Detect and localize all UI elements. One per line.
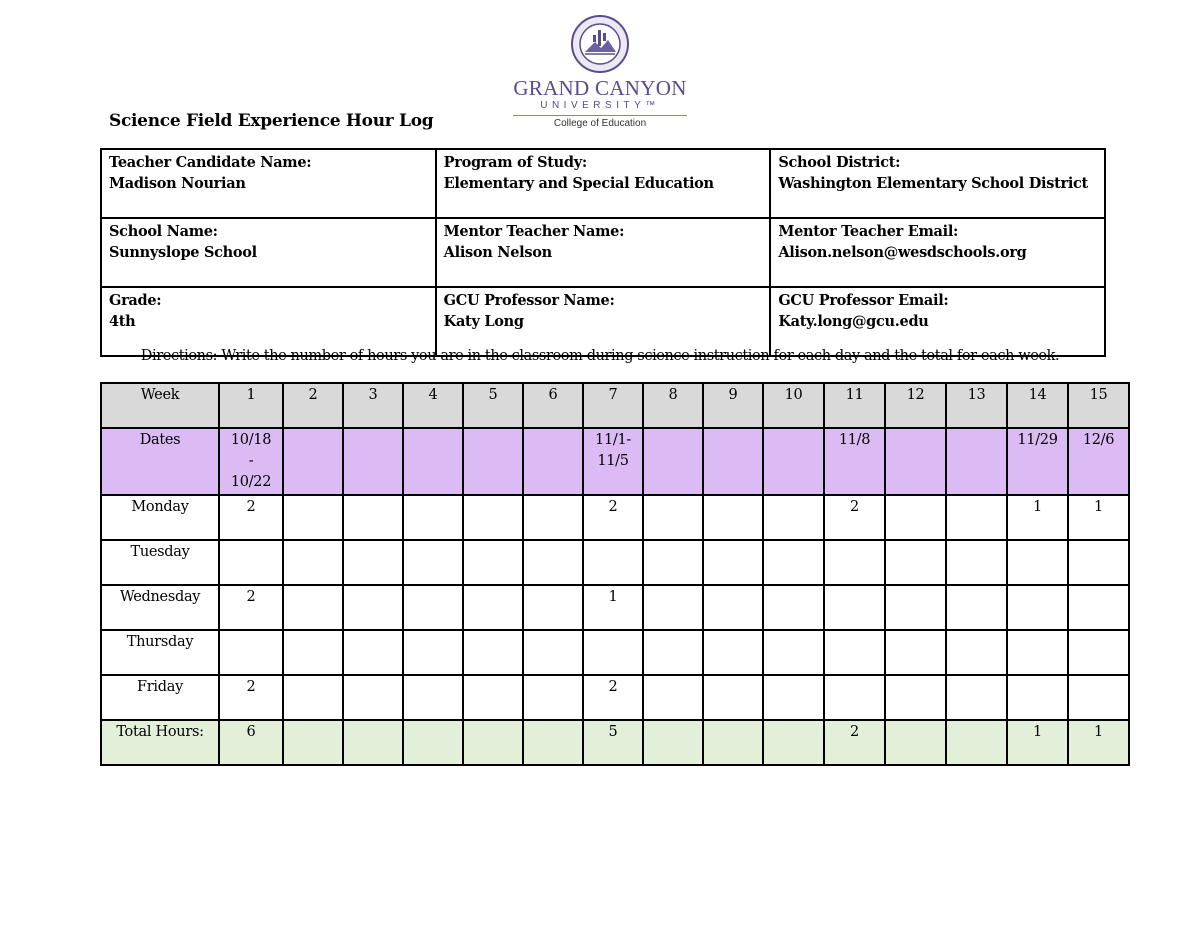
logo-divider — [513, 115, 687, 116]
hours-cell — [763, 675, 824, 720]
week-number: 8 — [643, 383, 703, 428]
hours-cell: 6 — [219, 720, 283, 765]
directions-text: Directions: Write the number of hours you are in the classroom during science instruction for each day and the total for each week. — [140, 348, 1060, 364]
hours-cell — [643, 495, 703, 540]
hours-cell: 2 — [583, 495, 643, 540]
info-cell — [101, 287, 436, 356]
info-label: Mentor Teacher Name: — [443, 223, 625, 240]
hours-cell — [885, 585, 946, 630]
hours-cell — [219, 540, 283, 585]
hours-cell — [763, 540, 824, 585]
hours-cell — [1007, 675, 1068, 720]
week-number: 15 — [1068, 383, 1129, 428]
hours-cell — [1068, 540, 1129, 585]
hours-cell — [283, 720, 343, 765]
hours-cell — [463, 630, 523, 675]
hours-cell — [283, 675, 343, 720]
hours-cell — [643, 675, 703, 720]
hours-cell — [703, 585, 763, 630]
day-row — [101, 585, 1129, 630]
university-logo — [505, 14, 695, 132]
hours-cell — [403, 495, 463, 540]
day-row — [101, 540, 1129, 585]
info-label: Program of Study: — [443, 154, 587, 171]
info-label: School Name: — [109, 223, 218, 240]
hours-cell — [946, 720, 1007, 765]
week-number: 10 — [763, 383, 824, 428]
hours-cell — [283, 540, 343, 585]
hours-cell — [583, 540, 643, 585]
info-row — [101, 149, 1105, 218]
hours-cell — [763, 720, 824, 765]
hours-cell: 10/18 - 10/22 — [219, 428, 283, 495]
hours-cell — [343, 675, 403, 720]
hours-cell: 1 — [1007, 720, 1068, 765]
hours-cell — [583, 630, 643, 675]
hours-cell: 11/29 — [1007, 428, 1068, 495]
hours-cell — [763, 495, 824, 540]
hours-cell — [946, 495, 1007, 540]
hours-cell — [1068, 675, 1129, 720]
info-row — [101, 287, 1105, 356]
hours-cell — [523, 675, 583, 720]
hours-cell: 2 — [824, 495, 885, 540]
hours-cell: 1 — [1068, 720, 1129, 765]
info-label: School District: — [778, 154, 901, 171]
info-cell — [770, 149, 1105, 218]
hours-cell — [946, 675, 1007, 720]
logo-university: UNIVERSITY™ — [540, 100, 660, 111]
hours-cell — [763, 428, 824, 495]
logo-wordmark: GRAND CANYON — [513, 76, 687, 100]
hours-cell — [283, 630, 343, 675]
hours-cell — [283, 428, 343, 495]
hours-cell — [885, 720, 946, 765]
hours-cell — [463, 585, 523, 630]
info-label: Teacher Candidate Name: — [109, 154, 312, 171]
info-value: Katy.long@gcu.edu — [778, 313, 929, 330]
hours-cell — [703, 675, 763, 720]
hours-cell — [283, 495, 343, 540]
week-number: 14 — [1007, 383, 1068, 428]
hours-cell — [885, 675, 946, 720]
hours-cell — [824, 675, 885, 720]
row-label: Monday — [101, 495, 219, 540]
hours-cell — [523, 630, 583, 675]
hours-cell — [343, 630, 403, 675]
hours-cell — [523, 585, 583, 630]
hours-cell — [403, 540, 463, 585]
university-seal-icon — [505, 14, 695, 76]
hours-cell — [1007, 585, 1068, 630]
hours-cell — [343, 585, 403, 630]
info-row — [101, 218, 1105, 287]
total-hours-row — [101, 720, 1129, 765]
hours-cell: 11/8 — [824, 428, 885, 495]
week-number: 1 — [219, 383, 283, 428]
week-number: 5 — [463, 383, 523, 428]
row-label: Wednesday — [101, 585, 219, 630]
hours-cell: 2 — [583, 675, 643, 720]
info-label: GCU Professor Name: — [443, 292, 615, 309]
week-label: Week — [101, 383, 219, 428]
hours-cell: 2 — [824, 720, 885, 765]
hours-cell — [523, 495, 583, 540]
info-cell — [436, 149, 771, 218]
info-label: GCU Professor Email: — [778, 292, 949, 309]
hours-cell — [643, 720, 703, 765]
row-label: Thursday — [101, 630, 219, 675]
hours-cell — [703, 428, 763, 495]
day-row — [101, 495, 1129, 540]
hours-cell — [946, 585, 1007, 630]
hours-cell — [463, 495, 523, 540]
week-number: 4 — [403, 383, 463, 428]
hours-cell — [523, 540, 583, 585]
hours-cell — [763, 585, 824, 630]
hours-cell — [703, 720, 763, 765]
hours-cell — [824, 630, 885, 675]
hours-cell: 5 — [583, 720, 643, 765]
info-cell — [770, 218, 1105, 287]
hours-cell — [283, 585, 343, 630]
info-value: 4th — [109, 313, 136, 330]
week-number: 11 — [824, 383, 885, 428]
day-row — [101, 675, 1129, 720]
info-label: Grade: — [109, 292, 162, 309]
info-value: Washington Elementary School District — [778, 175, 1088, 192]
hours-cell — [219, 630, 283, 675]
hours-cell — [643, 585, 703, 630]
hours-cell — [463, 675, 523, 720]
week-number: 3 — [343, 383, 403, 428]
hours-cell — [885, 428, 946, 495]
row-label: Tuesday — [101, 540, 219, 585]
hours-cell — [403, 630, 463, 675]
info-cell — [436, 218, 771, 287]
hours-cell — [1007, 630, 1068, 675]
hours-cell — [703, 630, 763, 675]
hours-cell — [946, 428, 1007, 495]
hours-cell — [343, 428, 403, 495]
hours-cell — [463, 720, 523, 765]
week-number: 13 — [946, 383, 1007, 428]
hours-cell — [885, 495, 946, 540]
hours-cell — [643, 428, 703, 495]
hours-cell — [403, 585, 463, 630]
info-value: Katy Long — [443, 313, 524, 330]
hours-cell — [703, 495, 763, 540]
hours-cell — [824, 540, 885, 585]
week-header-row — [101, 383, 1129, 428]
hours-cell — [463, 428, 523, 495]
hours-cell — [885, 540, 946, 585]
dates-row — [101, 428, 1129, 495]
hours-cell — [343, 495, 403, 540]
info-cell — [436, 287, 771, 356]
page-title: Science Field Experience Hour Log — [109, 111, 434, 131]
info-label: Mentor Teacher Email: — [778, 223, 959, 240]
hours-cell — [1068, 585, 1129, 630]
week-number: 6 — [523, 383, 583, 428]
week-number: 9 — [703, 383, 763, 428]
info-value: Alison.nelson@wesdschools.org — [778, 244, 1027, 261]
week-number: 2 — [283, 383, 343, 428]
hours-cell: 2 — [219, 495, 283, 540]
hours-cell: 2 — [219, 675, 283, 720]
hours-cell: 2 — [219, 585, 283, 630]
hours-cell — [343, 720, 403, 765]
hours-cell: 1 — [1068, 495, 1129, 540]
hours-cell: 1 — [1007, 495, 1068, 540]
info-value: Elementary and Special Education — [443, 175, 714, 192]
hours-cell — [523, 428, 583, 495]
info-cell — [770, 287, 1105, 356]
hours-cell: 12/6 — [1068, 428, 1129, 495]
hours-cell — [403, 720, 463, 765]
week-number: 12 — [885, 383, 946, 428]
hours-cell — [643, 540, 703, 585]
row-label: Total Hours: — [101, 720, 219, 765]
hours-cell — [403, 428, 463, 495]
hours-cell: 1 — [583, 585, 643, 630]
info-value: Sunnyslope School — [109, 244, 257, 261]
info-cell — [101, 218, 436, 287]
info-value: Madison Nourian — [109, 175, 246, 192]
candidate-info-table — [100, 148, 1106, 357]
hours-cell — [463, 540, 523, 585]
hours-cell — [643, 630, 703, 675]
row-label: Friday — [101, 675, 219, 720]
hours-cell — [885, 630, 946, 675]
hours-cell: 11/1- 11/5 — [583, 428, 643, 495]
hours-cell — [946, 540, 1007, 585]
hours-cell — [763, 630, 824, 675]
week-number: 7 — [583, 383, 643, 428]
hours-cell — [703, 540, 763, 585]
hours-cell — [523, 720, 583, 765]
hours-cell — [946, 630, 1007, 675]
hour-log-table — [100, 382, 1130, 766]
hours-cell — [824, 585, 885, 630]
hours-cell — [343, 540, 403, 585]
row-label: Dates — [101, 428, 219, 495]
hours-cell — [1068, 630, 1129, 675]
logo-college: College of Education — [553, 118, 647, 129]
info-value: Alison Nelson — [443, 244, 552, 261]
hours-cell — [1007, 540, 1068, 585]
day-row — [101, 630, 1129, 675]
hours-cell — [403, 675, 463, 720]
info-cell — [101, 149, 436, 218]
